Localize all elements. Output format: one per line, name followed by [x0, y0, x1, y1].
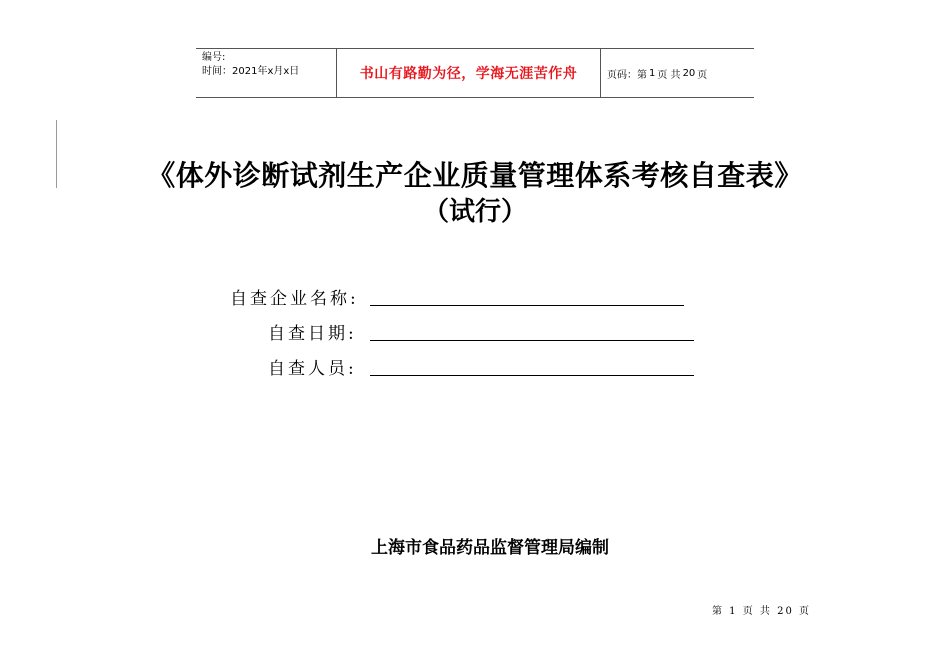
page-label-mid: 页 共	[657, 69, 681, 81]
personnel-label: 自查人员:	[268, 359, 357, 379]
issuing-authority: 上海市食品药品监督管理局编制	[371, 538, 609, 558]
page-label-suffix: 页	[697, 69, 708, 81]
document-title: 《体外诊断试剂生产企业质量管理体系考核自查表》	[147, 159, 803, 192]
page-label-prefix: 页码：第	[607, 69, 647, 81]
company-name-row	[230, 284, 359, 310]
header-motto: 书山有路勤为径，学海无涯苦作舟	[337, 49, 601, 97]
check-date-label: 自查日期:	[268, 324, 357, 344]
page-footer: 第 1 页 共 20 页	[712, 606, 811, 617]
personnel-row	[268, 354, 357, 380]
company-name-label: 自查企业名称:	[230, 289, 359, 309]
header-page-info	[601, 49, 754, 97]
document-subtitle: （试行）	[422, 197, 527, 227]
check-date-row	[268, 319, 357, 345]
page-current: 1	[649, 67, 656, 79]
page-total: 20	[682, 67, 696, 79]
company-name-field[interactable]	[370, 305, 684, 306]
personnel-field[interactable]	[370, 375, 694, 376]
date-label: 时间：2021年x月x日	[202, 66, 300, 77]
serial-number-label: 编号:	[202, 52, 226, 63]
check-date-field[interactable]	[370, 340, 694, 341]
document-header	[196, 48, 754, 98]
header-meta-cell	[196, 49, 337, 97]
